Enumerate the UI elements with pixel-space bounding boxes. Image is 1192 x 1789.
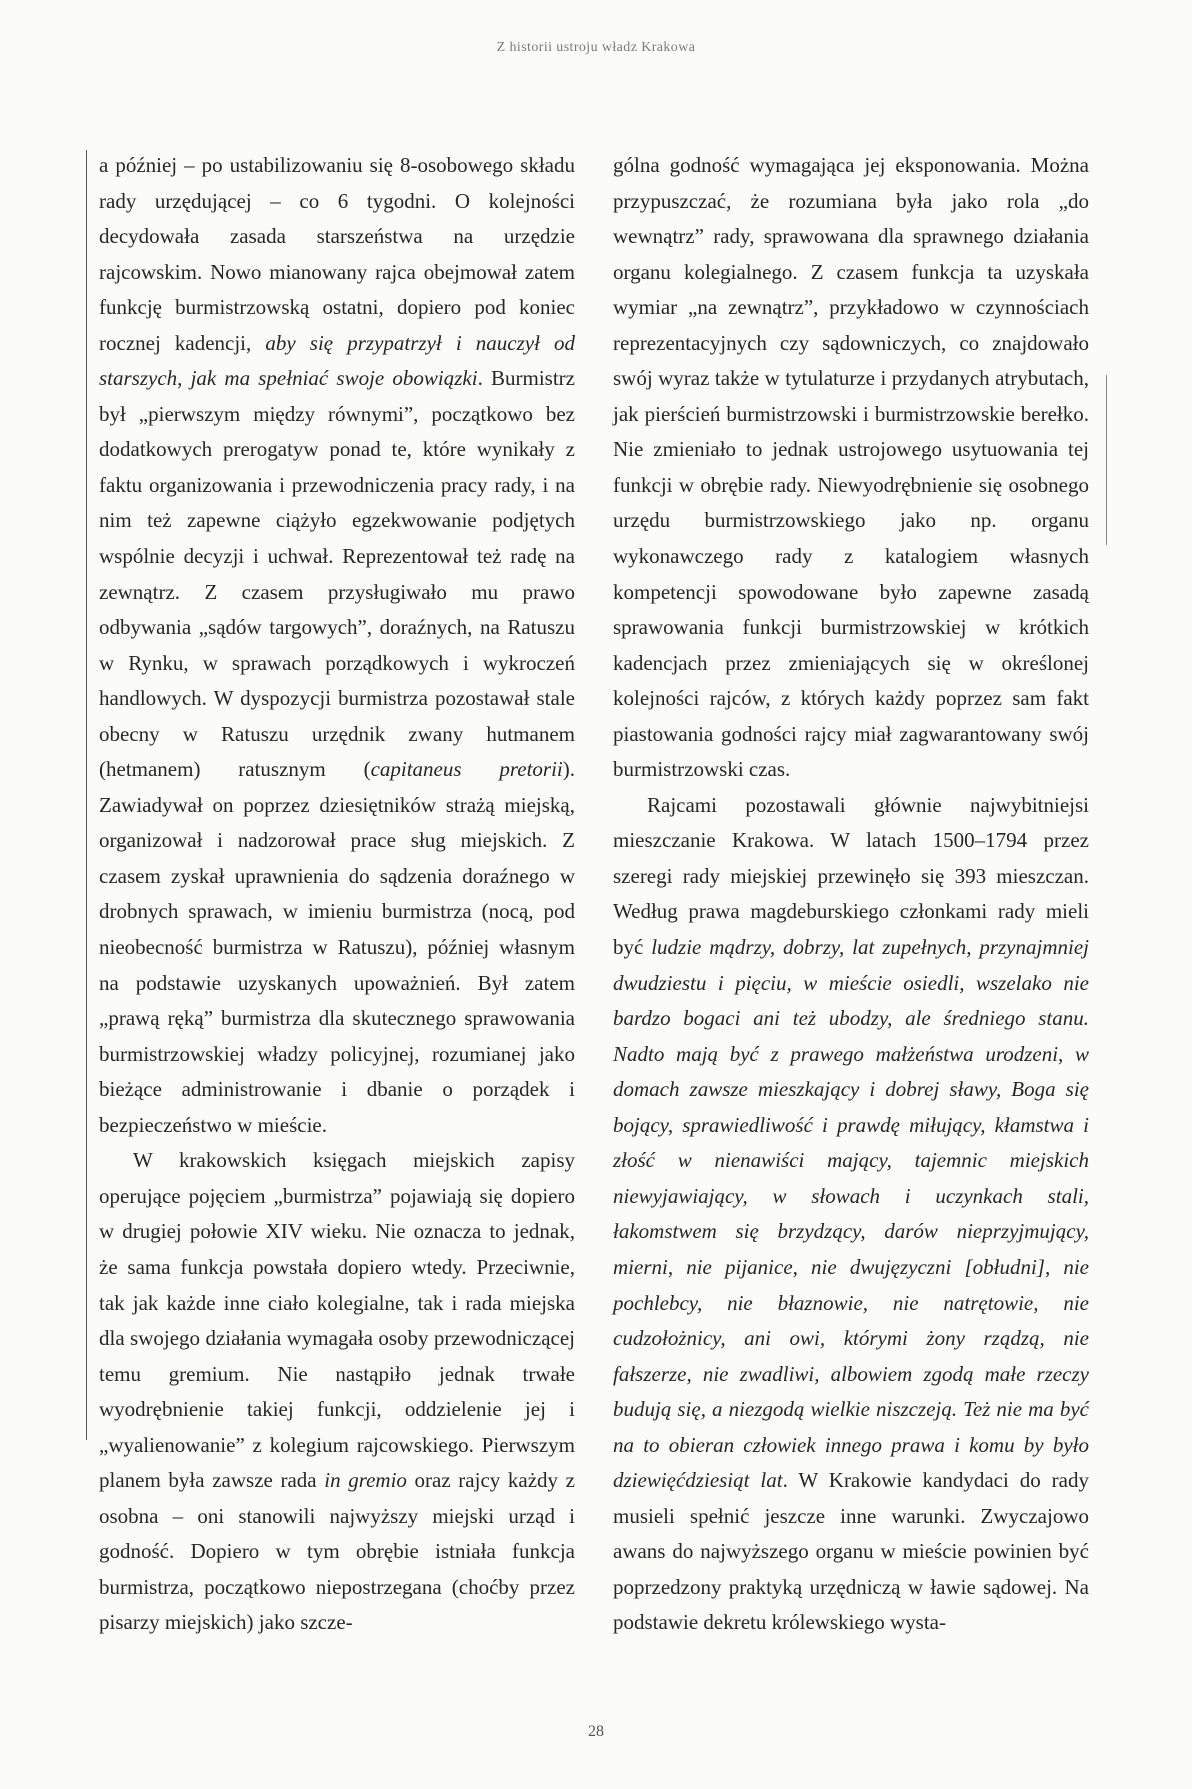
right-margin-rule [1106, 375, 1107, 545]
right-paragraph-1 [613, 148, 1089, 788]
italic-quote: ludzie mądrzy, dobrzy, lat zupełnych, przynajmniej dwudziestu i pięciu, w mieście osiedli, wszelako nie bardzo bogaci ani też ubodzy, ale średniego stanu. Nadto mają być z prawego małżeństwa urodzeni, w domach zawsze mieszkający i dobrej sławy, Boga się bojący, sprawiedliwość i prawdę miłujący, kłamstwa i złość w nienawiści mający, tajemnic miejskich niewyjawiający, w słowach i uczynkach stali, łakomstwem się brzydzący, darów nieprzyjmujący, mierni, nie pijanice, nie dwujęzyczni [obłudni], nie pochlebcy, nie błaznowie, nie natrętowie, nie cudzołożnicy, ani owi, którymi żony rządzą, nie fałszerze, nie zwadliwi, albowiem zgodą małe rzeczy budują się, a niezgodą wielkie niszczeją. Też nie ma być na to obieran człowiek innego prawa i komu by było dziewięćdziesiąt lat [613, 935, 1089, 1493]
italic-quote: capitaneus pretorii [370, 757, 563, 782]
left-margin-rule [86, 150, 87, 1440]
text-run: W krakowskich księgach miejskich zapisy operujące pojęciem „burmistrza” pojawiają się dopiero w drugiej połowie XIV wieku. Nie oznacza to jednak, że sama funkcja powstała dopiero wtedy. Przeciwnie, tak jak każde inne ciało kolegialne, tak i rada miejska dla swojego działania wymagała osoby przewodniczącej temu gremium. Nie nastąpiło jednak trwałe wyodrębnienie takiej funkcji, oddzielenie jej i „wyalienowanie” z kolegium rajcowskiego. Pierwszym planem była zawsze rada [99, 1148, 575, 1493]
italic-quote: in gremio [324, 1468, 407, 1493]
text-run: . Burmistrz był „pierwszym między równymi”, początkowo bez dodatkowych prerogatyw ponad te, które wynikały z faktu organizowania i przewodniczenia pracy rady, i na nim też zapewne ciążyło egzekwowanie podjętych wspólnie decyzji i uchwał. Reprezentował też radę na zewnątrz. Z czasem przysługiwało mu prawo odbywania „sądów targowych”, doraźnych, na Ratuszu w Rynku, w sprawach porządkowych i wykroczeń handlowych. W dyspozycji burmistrza pozostawał stale obecny w Ratuszu urzędnik zwany hutmanem (hetmanem) ratusznym ( [99, 366, 575, 782]
italic-quote: aby się przypatrzył i nauczył od starszych, jak ma spełniać swoje obowiązki [99, 330, 575, 391]
left-paragraph-2 [99, 1143, 575, 1641]
right-paragraph-2 [613, 788, 1089, 1641]
text-run: . W Krakowie kandydaci do rady musieli spełnić jeszcze inne warunki. Zwyczajowo awans do najwyższego organu w mieście powinien być poprzedzony praktyką urzędniczą w ławie sądowej. Na podstawie dekretu królewskiego wysta- [613, 1468, 1089, 1635]
text-run: ). Zawiadywał on poprzez dziesiętników strażą miejską, organizował i nadzorował prace sług miejskich. Z czasem zyskał uprawnienia do sądzenia doraźnego w drobnych sprawach, w imieniu burmistrza (nocą, pod nieobecność burmistrza w Ratuszu), później własnym na podstawie uzyskanych upoważnień. Był zatem „prawą ręką” burmistrza dla skutecznego sprawowania burmistrzowskiej władzy policyjnej, rozumianej jako bieżące administrowanie i dbanie o porządek i bezpieczeństwo w mieście. [99, 757, 576, 1137]
left-column [99, 148, 575, 1641]
text-run: a później – po ustabilizowaniu się 8-osobowego składu rady urzędującej – co 6 tygodni. O kolejności decydowała zasada starszeństwa na urzędzie rajcowskim. Nowo mianowany rajca obejmował zatem funkcję burmistrzowską ostatni, dopiero pod koniec rocznej kadencji, [99, 153, 575, 355]
text-run: oraz rajcy każdy z osobna – oni stanowili najwyższy miejski urząd i godność. Dopiero w tym obrębie istniała funkcja burmistrza, początkowo niepostrzegana (choćby przez pisarzy miejskich) jako szcze- [99, 1468, 575, 1635]
text-run: Rajcami pozostawali głównie najwybitniejsi mieszczanie Krakowa. W latach 1500–1794 przez szeregi rady miejskiej przewinęło się 393 mieszczan. Według prawa magdeburskiego członkami rady mieli być [613, 792, 1089, 960]
text-run: gólna godność wymagająca jej eksponowania. Można przypuszczać, że rozumiana była jako rola „do wewnątrz” rady, sprawowana dla sprawnego działania organu kolegialnego. Z czasem funkcja ta uzyskała wymiar „na zewnątrz”, przykładowo w czynnościach reprezentacyjnych czy sądowniczych, co znajdowało swój wyraz także w tytulaturze i przydanych atrybutach, jak pierścień burmistrzowski i burmistrzowskie berełko. Nie zmieniało to jednak ustrojowego usytuowania tej funkcji w obrębie rady. Niewyodrębnienie się osobnego urzędu burmistrzowskiego jako np. organu wykonawczego rady z katalogiem własnych kompetencji spowodowane było zapewne zasadą sprawowania funkcji burmistrzowskiej w krótkich kadencjach przez zmieniających się w określonej kolejności rajców, z których każdy poprzez sam fakt piastowania godności rajcy miał zagwarantowany swój burmistrzowski czas. [613, 153, 1089, 782]
running-head: Z historii ustroju władz Krakowa [496, 40, 696, 55]
left-paragraph-1 [99, 148, 575, 1143]
right-column [613, 148, 1089, 1641]
page-number: 28 [588, 1723, 604, 1740]
